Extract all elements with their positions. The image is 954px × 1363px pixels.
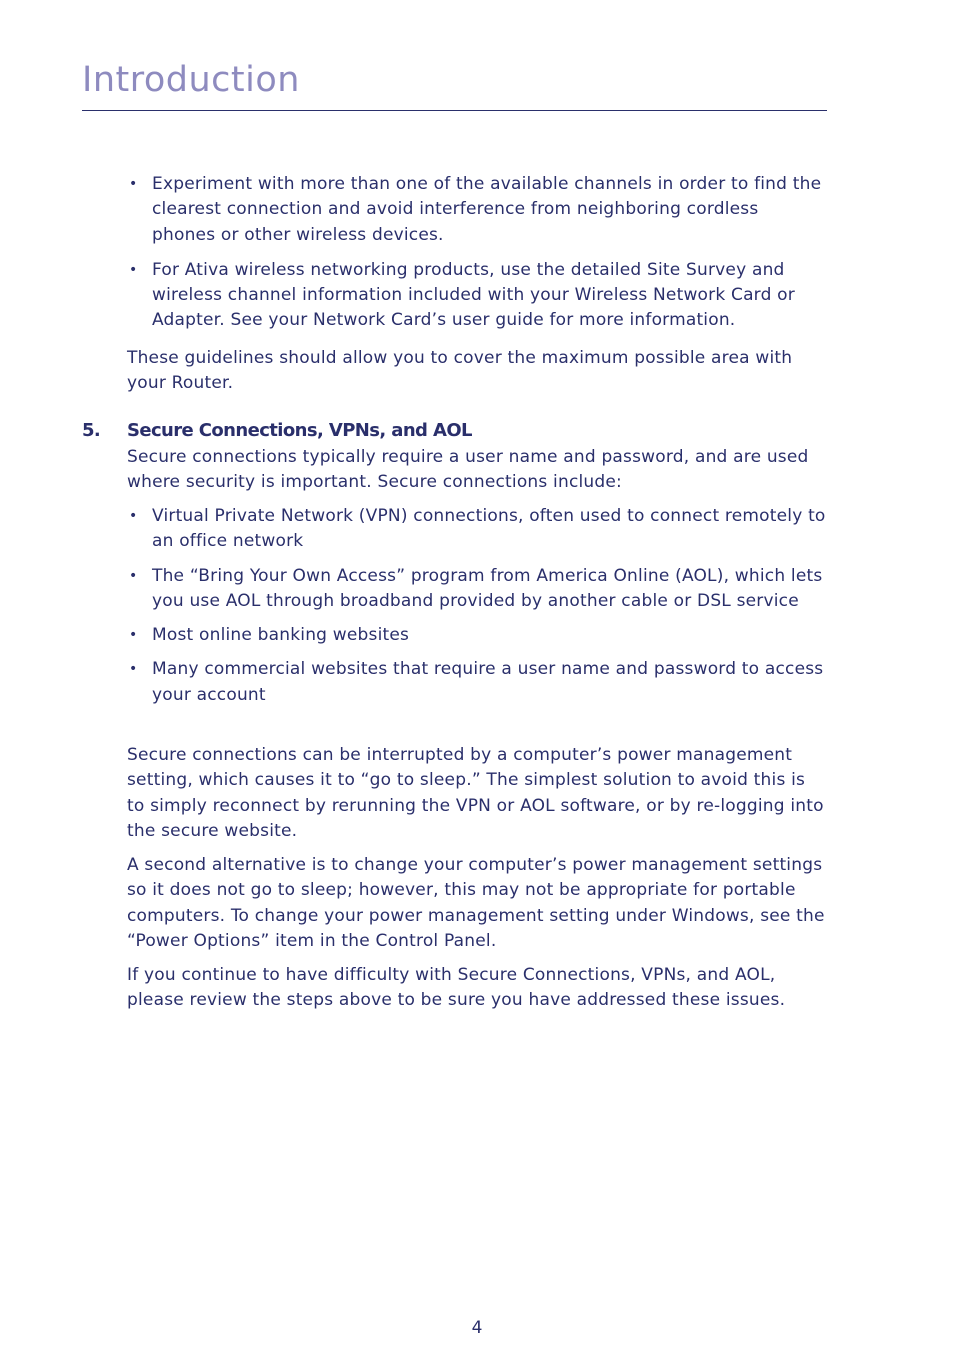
page-number: 4 (471, 1318, 483, 1338)
bullet-icon: • (129, 661, 138, 678)
bullet-icon: • (129, 261, 138, 278)
bullet-icon: • (129, 508, 138, 524)
list-item (127, 258, 827, 334)
section-heading (82, 418, 782, 444)
list-item-text: Experiment with more than one of the available channels in order to find the clearest connection and avoid interference from neighboring cordless phones or other wireless devices. (152, 174, 822, 245)
list-item (127, 623, 827, 648)
bullet-icon: • (129, 627, 138, 644)
alternative-paragraph: A second alternative is to change your computer’s power management settings so it does not go to sleep; however, this may not be appropriate for portable computers. To change your power management setting under Windows, see the “Power Options” item in the Control Panel. (127, 855, 825, 951)
title-divider (82, 110, 827, 111)
list-item-text: Many commercial websites that require a user name and password to access your account (152, 659, 824, 705)
page-title: Introduction (82, 60, 300, 100)
secure-connections-bullet-list (127, 504, 827, 708)
section-intro-paragraph: Secure connections typically require a user name and password, and are used where security is important. Secure connections include: (127, 447, 809, 493)
bullet-icon: • (129, 567, 138, 584)
bullet-icon: • (129, 176, 138, 192)
section-number: 5. (82, 420, 101, 441)
difficulty-paragraph: If you continue to have difficulty with Secure Connections, VPNs, and AOL, please review the steps above to be sure you have addressed these issues. (127, 965, 786, 1011)
list-item-text: The “Bring Your Own Access” program from America Online (AOL), which lets you use AOL through broadband provided by another cable or DSL service (152, 565, 823, 611)
list-item (127, 564, 827, 615)
section-heading-text: Secure Connections, VPNs, and AOL (127, 420, 472, 441)
guidelines-paragraph: These guidelines should allow you to cover the maximum possible area with your Router. (127, 348, 793, 394)
list-item-text: Virtual Private Network (VPN) connections, often used to connect remotely to an office network (152, 506, 826, 552)
list-item (127, 172, 827, 248)
list-item (127, 657, 827, 708)
list-item (127, 504, 827, 555)
list-item-text: Most online banking websites (152, 625, 410, 646)
intro-bullet-list (127, 172, 827, 334)
list-item-text: For Ativa wireless networking products, use the detailed Site Survey and wireless channel information included with your Wireless Network Card or Adapter. See your Network Card’s user guide for more information. (152, 259, 795, 331)
power-management-paragraph: Secure connections can be interrupted by a computer’s power management setting, which causes it to “go to sleep.” The simplest solution to avoid this is to simply reconnect by rerunning the VPN or AOL software, or by re-logging into the secure website. (127, 745, 824, 841)
